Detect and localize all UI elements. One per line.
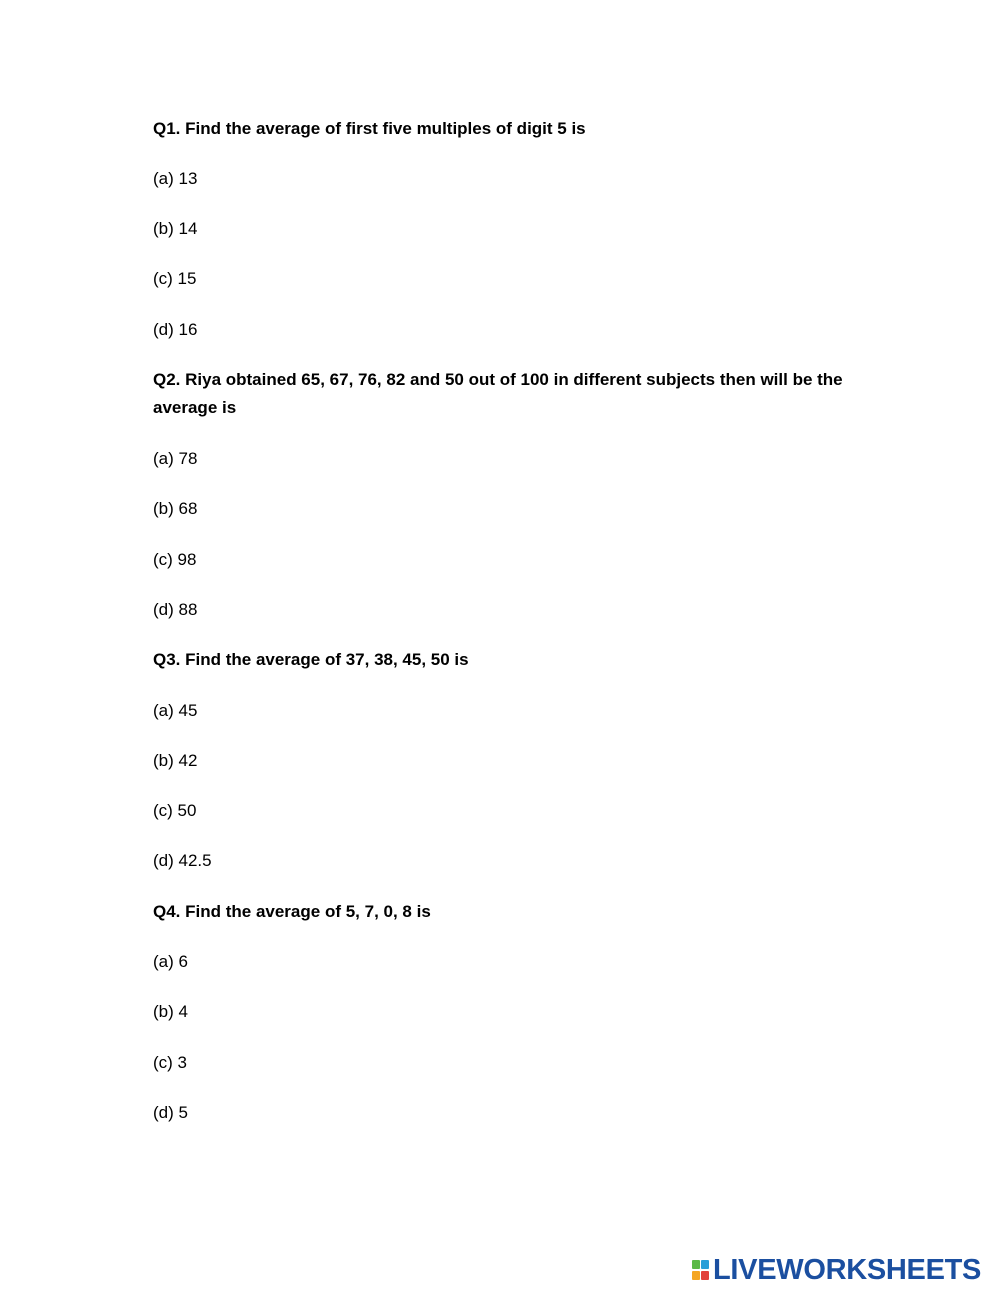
question-1-option-b: (b) 14 — [153, 219, 198, 238]
question-2-option-b: (b) 68 — [153, 499, 198, 518]
question-1-option-c: (c) 15 — [153, 269, 197, 288]
question-3-option-c: (c) 50 — [153, 801, 197, 820]
question-3-option-b: (b) 42 — [153, 751, 198, 770]
question-4-option-c: (c) 3 — [153, 1053, 187, 1072]
question-1-option-d: (d) 16 — [153, 320, 198, 339]
question-4-option-d: (d) 5 — [153, 1103, 188, 1122]
question-2-option-a: (a) 78 — [153, 449, 198, 468]
question-4: Q4. Find the average of 5, 7, 0, 8 is — [153, 902, 431, 921]
question-2-option-d: (d) 88 — [153, 600, 198, 619]
question-4-option-b: (b) 4 — [153, 1002, 188, 1021]
question-2: Q2. Riya obtained 65, 67, 76, 82 and 50 out of 100 in different subjects then will be the average is — [153, 370, 843, 417]
question-1-option-a: (a) 13 — [153, 169, 198, 188]
question-3-option-a: (a) 45 — [153, 701, 198, 720]
question-2-option-c: (c) 98 — [153, 550, 197, 569]
liveworksheets-logo-text: LIVEWORKSHEETS — [713, 1254, 982, 1286]
liveworksheets-logo-icon — [692, 1258, 710, 1282]
question-3-option-d: (d) 42.5 — [153, 851, 212, 870]
question-4-option-a: (a) 6 — [153, 952, 188, 971]
question-1: Q1. Find the average of first five multiples of digit 5 is — [153, 119, 586, 138]
question-3: Q3. Find the average of 37, 38, 45, 50 is — [153, 650, 469, 669]
liveworksheets-logo — [692, 1254, 981, 1286]
